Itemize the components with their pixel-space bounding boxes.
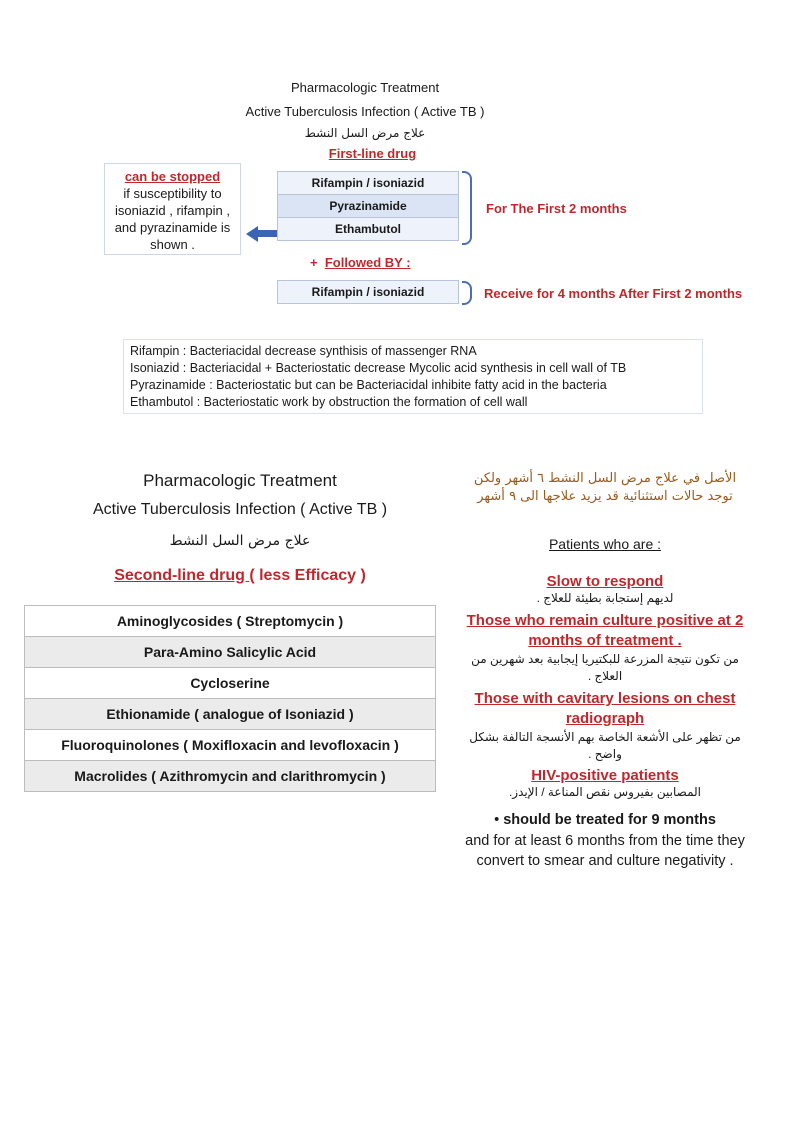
second-line-drug: Para-Amino Salicylic Acid <box>24 636 436 668</box>
mechanism-line: Rifampin : Bacteriacidal decrease synthisis of massenger RNA <box>130 344 477 358</box>
group-arabic: المصابين بفيروس نقص المناعة / الإيدز. <box>508 785 702 799</box>
page-title: Pharmacologic Treatment <box>290 80 440 95</box>
mechanism-box <box>123 339 703 414</box>
treatment-rest: and for at least 6 months from the time they convert to smear and culture negativity . <box>465 832 745 869</box>
treatment-note <box>460 810 750 872</box>
patients-header: Patients who are : <box>548 536 662 552</box>
stop-condition-box <box>104 163 241 255</box>
second-line-note: ( less Efficacy ) <box>249 567 366 584</box>
group-title: HIV-positive patients <box>531 767 679 784</box>
second-line-drug: Ethionamide ( analogue of Isoniazid ) <box>24 698 436 730</box>
second-line-label: Second-line drug <box>114 567 250 584</box>
bullet-icon: • <box>494 812 500 828</box>
right-brace-icon <box>462 171 472 245</box>
second-line-drug: Fluoroquinolones ( Moxifloxacin and levofloxacin ) <box>24 729 436 761</box>
followed-drug: Rifampin / isoniazid <box>277 280 459 304</box>
first-line-drug: Rifampin / isoniazid <box>277 171 459 195</box>
followed-table <box>277 281 459 304</box>
second-line-drug: Cycloserine <box>24 667 436 699</box>
patient-groups <box>460 573 750 801</box>
first-period: For The First 2 months <box>486 201 627 216</box>
group-arabic: من تظهر على الأشعة الخاصة بهم الأنسجة التالفة بشكل واضح . <box>469 730 741 761</box>
arabic-title: علاج مرض السل النشط <box>304 126 426 140</box>
treatment-bold: should be treated for 9 months <box>503 812 716 828</box>
stop-highlight: can be stopped <box>124 169 221 184</box>
right-brace-icon <box>462 281 472 305</box>
first-line-drug: Ethambutol <box>277 217 459 241</box>
page-subtitle: Active Tuberculosis Infection ( Active TB ) <box>245 104 485 119</box>
arrow-head-icon <box>246 226 258 242</box>
stop-text: if susceptibility to isoniazid , rifampin , and pyrazinamide is shown . <box>114 186 231 252</box>
first-line-drug: Pyrazinamide <box>277 194 459 218</box>
first-line-table <box>277 172 459 241</box>
followed-by-row <box>310 255 411 270</box>
mechanism-line: Isoniazid : Bacteriacidal + Bacteriostatic decrease Mycolic acid synthesis in cell wall of TB <box>130 361 627 375</box>
arabic-duration-note: الأصل في علاج مرض السل النشط ٦ أشهر ولكن توجد حالات استثنائية قد يزيد علاجها الى ٩ أشهر <box>473 471 737 504</box>
group-title: Those with cavitary lesions on chest radiograph <box>474 690 736 727</box>
group-title: Slow to respond <box>546 573 664 590</box>
section2-subtitle: Active Tuberculosis Infection ( Active TB ) <box>92 501 388 518</box>
second-line-table <box>24 606 436 792</box>
group-arabic: لديهم إستجابة بطيئة للعلاج . <box>536 591 674 605</box>
second-line-drug: Macrolides ( Azithromycin and clarithromycin ) <box>24 760 436 792</box>
mechanism-line: Ethambutol : Bacteriostatic work by obstruction the formation of cell wall <box>130 395 528 409</box>
plus-sign: + <box>310 255 318 270</box>
second-line-heading <box>30 567 450 585</box>
followed-period: Receive for 4 months After First 2 months <box>484 286 743 301</box>
mechanism-line: Pyrazinamide : Bacteriostatic but can be Bacteriacidal inhibite fatty acid in the bacteria <box>130 378 607 392</box>
group-title: Those who remain culture positive at 2 months of treatment . <box>466 612 744 649</box>
section2-arabic-title: علاج مرض السل النشط <box>169 533 311 549</box>
group-arabic: من تكون نتيجة المزرعة للبكتيريا إيجابية بعد شهرين من العلاج . <box>471 652 739 683</box>
first-line-label: First-line drug <box>328 146 417 161</box>
section2-title: Pharmacologic Treatment <box>143 471 337 490</box>
second-line-drug: Aminoglycosides ( Streptomycin ) <box>24 605 436 637</box>
followed-by-label: Followed BY : <box>324 255 411 270</box>
